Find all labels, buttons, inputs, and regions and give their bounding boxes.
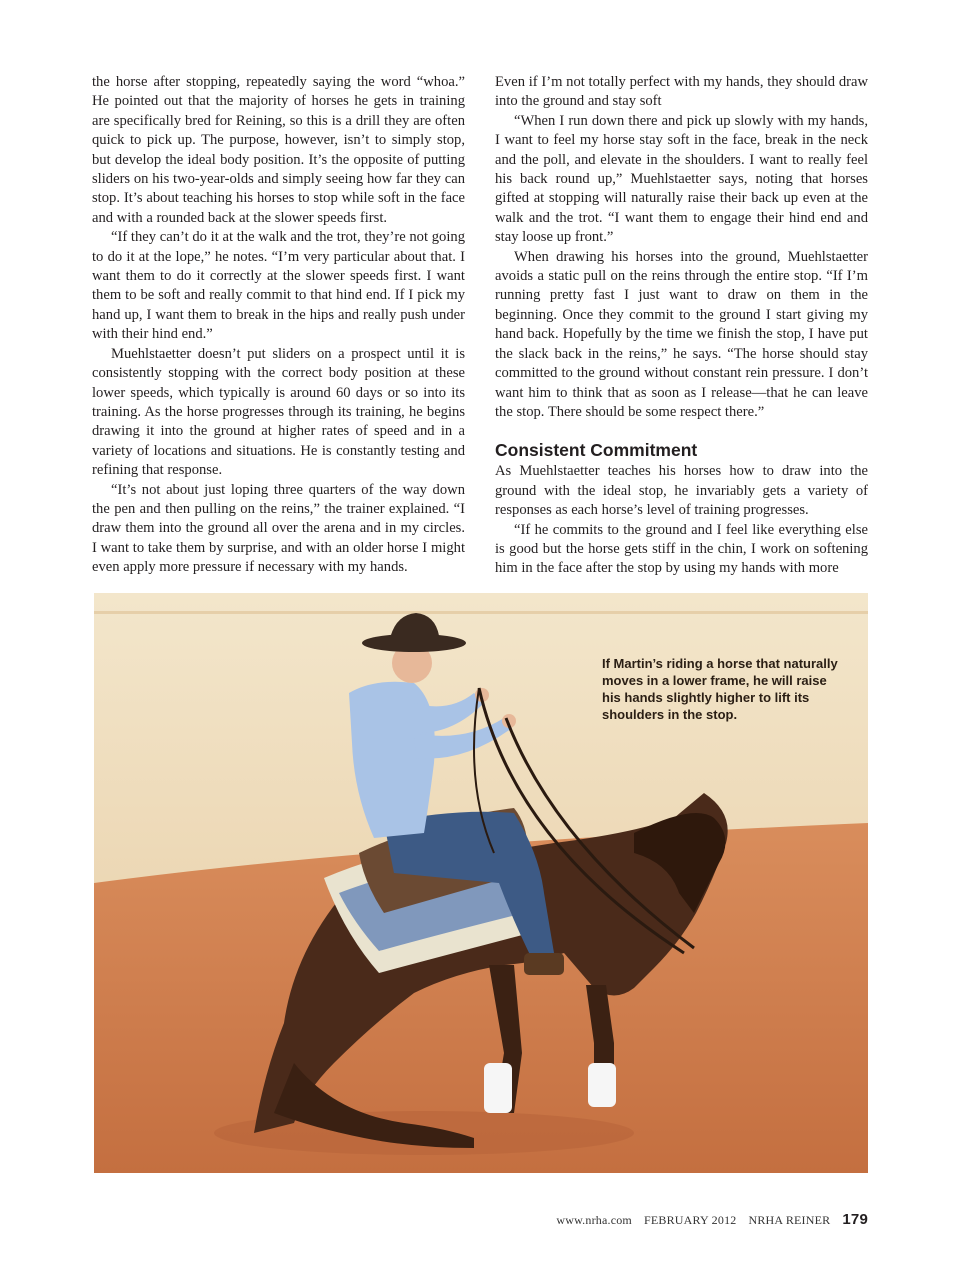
- left-column: [92, 73, 465, 578]
- footer-website: www.nrha.com: [556, 1213, 632, 1227]
- section-subhead: Consistent Commitment: [495, 440, 698, 461]
- body-paragraph: As Muehlstaetter teaches his horses how to draw into the ground with the ideal stop, he invariably gets a variety of responses as each horse’s level of training progresses.: [495, 463, 868, 519]
- body-paragraph: the horse after stopping, repeatedly saying the word “whoa.” He pointed out that the majority of horses he gets in training are specifically bred for Reining, so this is a drill they are often quick to pick up. The purpose, however, isn’t to simply stop, but develop the ideal body position. It’s the opposite of putting sliders on his two-year-olds and simply seeing how far they can stop. It’s about teaching his horses to stop while soft in the face and with a rounded back at the slower speeds first.: [92, 74, 465, 226]
- body-paragraph: Muehlstaetter doesn’t put sliders on a prospect until it is consistently stopping with the correct body position at these lower speeds, which typically is around 60 days or so into its training. As the horse progresses through its training, he begins drawing it into the ground at higher rates of speed and in a variety of locations and situations. He is constantly testing and refining that response.: [92, 345, 465, 479]
- body-paragraph: “It’s not about just loping three quarters of the way down the pen and then pulling on the reins,” the trainer explained. “I draw them into the ground all over the arena and in my circles. I want to take them by surprise, and with an older horse I might even apply more pressure if necessary with my hands.: [92, 481, 465, 576]
- body-paragraph: Even if I’m not totally perfect with my hands, they should draw into the ground and stay soft: [495, 74, 868, 110]
- right-column: [495, 73, 868, 579]
- body-paragraph: “If he commits to the ground and I feel like everything else is good but the horse gets stiff in the chin, I work on softening him in the face after the stop by using my hands with more: [495, 521, 868, 577]
- footer-magazine: NRHA REINER: [748, 1213, 831, 1227]
- photo-caption: If Martin’s riding a horse that naturally moves in a lower frame, he will raise his hands slightly higher to lift its shoulders in the stop.: [602, 656, 838, 722]
- rider-horse-photo: [94, 593, 868, 1173]
- body-paragraph: When drawing his horses into the ground, Muehlstaetter avoids a static pull on the reins through the entire stop. “If I’m running pretty fast I just want to draw on them in the beginning. Once they commit to the ground I start giving my hand back. Hopefully by the time we finish the stop, I have put the slack back in the reins,” he says. “The horse should stay committed to the ground without constant rein pressure. I don’t want him to think that as soon as I release—that he can leave the stop. There should be some respect there.”: [495, 248, 868, 420]
- page-number: 179: [842, 1211, 868, 1228]
- page-footer: [556, 1211, 868, 1228]
- body-paragraph: “If they can’t do it at the walk and the trot, they’re not going to do it at the lope,” he notes. “I’m very particular about that. I want them to do it correctly at the slower speeds first. I want them to be soft and really commit to that hind end. If I pick my hand up, I want them to break in the hips and really push under with their hind end.”: [92, 229, 465, 343]
- body-paragraph: “When I run down there and pick up slowly with my hands, I want to feel my horse stay soft in the face, break in the neck and the poll, and elevate in the shoulders. I want to really feel his back round up,” Muehlstaetter says, noting that horses gifted at stopping will naturally raise their back up even at the walk and the trot. “I want them to engage their hind end and stay loose up front.”: [495, 112, 868, 246]
- footer-issue: FEBRUARY 2012: [643, 1213, 737, 1227]
